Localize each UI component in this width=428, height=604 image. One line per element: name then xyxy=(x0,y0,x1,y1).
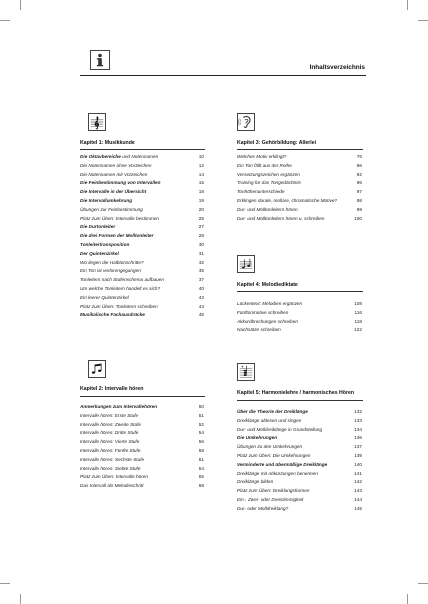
toc-entry-title: Intervalle hören: Siebte Stufe xyxy=(80,465,141,471)
toc-entry-page: 10 xyxy=(198,154,204,159)
toc-entry-page: 142 xyxy=(354,479,362,485)
toc-entry-page: 116 xyxy=(354,309,362,315)
toc-entry-page: 132 xyxy=(354,409,362,414)
toc-entry xyxy=(80,206,204,215)
toc-entry-title: Die drei Formen der Molltonleiter xyxy=(80,233,154,239)
toc-entry-page: 137 xyxy=(354,444,362,450)
toc-entry-page: 31 xyxy=(198,250,204,256)
toc-entry xyxy=(80,403,204,412)
toc-entry xyxy=(80,294,204,303)
toc-entry-title: Tonleitertransposition xyxy=(80,241,130,247)
toc-entry-page: 64 xyxy=(198,465,204,471)
toc-entry-title: Um welche Tonleitern handelt es sich? xyxy=(80,285,161,291)
toc-entry-title: Die Notennamen ohne Vorzeichen xyxy=(80,162,152,168)
crop-mark xyxy=(0,20,10,21)
toc-entry-page: 58 xyxy=(198,447,204,453)
toc-entry-page: 144 xyxy=(354,496,362,502)
toc-entry-page: 19 xyxy=(198,197,204,203)
toc-entry-page: 145 xyxy=(354,505,362,511)
toc-entry-page: 98 xyxy=(356,197,362,203)
toc-entry-title: Platz zum Üben: Intervalle hören xyxy=(80,474,149,480)
toc-entry xyxy=(80,276,204,285)
toc-entry-page: 50 xyxy=(198,404,204,409)
toc-entry-page: 18 xyxy=(198,189,204,195)
toc-entry-page: 40 xyxy=(198,285,204,291)
toc-entry-page: 43 xyxy=(198,294,204,300)
toc-entry-title: Fünftonmotive schreiben xyxy=(237,309,289,315)
toc-entry-page: 12 xyxy=(198,162,204,168)
toc-entry xyxy=(237,496,362,505)
toc-entry-page: 100 xyxy=(354,215,362,221)
toc-entry xyxy=(80,250,204,259)
toc-entry-title: Die Umkehrungen xyxy=(237,435,278,441)
toc-entry xyxy=(80,456,204,465)
toc-entry-page: 51 xyxy=(198,412,204,418)
toc-list-kapitel-4 xyxy=(237,300,362,335)
eighth-notes-icon xyxy=(88,360,106,378)
toc-entry-page: 134 xyxy=(354,426,362,432)
crop-mark xyxy=(418,20,428,21)
toc-entry xyxy=(237,153,362,162)
toc-entry xyxy=(237,171,362,180)
toc-entry xyxy=(237,461,362,470)
toc-entry xyxy=(80,447,204,456)
toc-entry xyxy=(237,443,362,452)
crop-mark xyxy=(20,0,21,10)
toc-entry-title: Intervalle hören: Vierte Stufe xyxy=(80,439,140,445)
section-title-kapitel-3: Kapitel 3: Gehörbildung: Allerlei xyxy=(237,140,317,146)
toc-entry-title: Tonleitern nach Stufenschema aufbauen xyxy=(80,277,165,283)
toc-entry-page: 35 xyxy=(198,268,204,274)
toc-entry-title: Intervalle hören: Dritte Stufe xyxy=(80,430,139,436)
toc-entry xyxy=(80,303,204,312)
toc-entry-page: 30 xyxy=(198,241,204,247)
toc-entry xyxy=(80,162,204,171)
toc-entry-title: Dur- oder Molldreiklang? xyxy=(237,505,289,511)
toc-entry-page: 52 xyxy=(198,421,204,427)
toc-list-kapitel-3 xyxy=(237,153,362,223)
toc-entry-title: Erklingen durale, mollare, chromatische Motive? xyxy=(237,197,338,203)
toc-entry-page: 99 xyxy=(356,206,362,212)
toc-entry xyxy=(80,311,204,320)
toc-entry-title: Die Notennamen mit Vorzeichen xyxy=(80,171,148,177)
toc-entry-title: Intervalle hören: Sechste Stufe xyxy=(80,456,145,462)
toc-entry xyxy=(80,473,204,482)
toc-entry xyxy=(237,179,362,188)
toc-entry xyxy=(80,232,204,241)
toc-entry-title: Nachsätze schreiben xyxy=(237,327,281,333)
toc-entry-title: Dreiklänge ablesen und singen xyxy=(237,417,302,423)
toc-entry-title: Dreiklänge mit Abkürzungen benennen xyxy=(237,470,318,476)
toc-entry xyxy=(80,421,204,430)
toc-entry-title: Musikalische Fachausdrücke xyxy=(80,312,145,318)
toc-entry-title: Übungen zu den Umkehrungen xyxy=(237,444,303,450)
toc-entry xyxy=(237,487,362,496)
toc-entry-page: 32 xyxy=(198,259,204,265)
toc-entry-title: Training für das Tongedächtnis xyxy=(237,180,301,186)
toc-entry-title: Über die Theorie der Dreiklänge xyxy=(237,409,308,414)
toc-entry-page: 136 xyxy=(354,435,362,441)
toc-entry xyxy=(80,153,204,162)
toc-entry-page: 139 xyxy=(354,452,362,458)
toc-entry xyxy=(237,452,362,461)
toc-entry-title: Dur- und Molltonleitern hören xyxy=(237,206,298,212)
toc-list-kapitel-2 xyxy=(80,403,204,491)
toc-entry xyxy=(237,434,362,443)
section-title-kapitel-2: Kapitel 2: Intervalle hören xyxy=(80,386,144,392)
toc-entry-title: Ein Ton ist verlorengegangen xyxy=(80,268,141,274)
toc-entry xyxy=(237,162,362,171)
toc-entry-title: Die Intervallumkehrung xyxy=(80,197,133,203)
toc-entry xyxy=(80,241,204,250)
toc-entry-page: 65 xyxy=(198,474,204,480)
toc-entry-title: Platz zum Üben: Tonleitern schreiben xyxy=(80,303,158,309)
toc-entry-page: 14 xyxy=(198,171,204,177)
toc-entry-title: Platz zum Üben: Dreiklangsformen xyxy=(237,488,310,494)
ear-icon xyxy=(237,113,255,131)
toc-entry xyxy=(237,300,362,309)
toc-entry-page: 96 xyxy=(356,180,362,186)
toc-entry-page: 15 xyxy=(198,180,204,186)
toc-entry xyxy=(237,206,362,215)
toc-entry xyxy=(237,326,362,335)
header-divider xyxy=(80,75,366,76)
toc-entry-page: 56 xyxy=(198,439,204,445)
toc-entry-page: 76 xyxy=(356,154,362,159)
toc-entry xyxy=(237,188,362,197)
toc-entry-title: Dur- und Molltonleitern hören u. schreiben xyxy=(237,215,325,221)
toc-entry xyxy=(80,197,204,206)
toc-entry-page: 86 xyxy=(356,162,362,168)
toc-entry-title: Verminderte und übermäßige Dreiklänge xyxy=(237,461,328,467)
toc-entry-title: Akkordbrechungen schreiben xyxy=(237,318,298,324)
toc-entry xyxy=(80,215,204,224)
section-divider xyxy=(80,149,205,150)
toc-entry xyxy=(237,215,362,224)
toc-entry-title: Wo liegen die Halbtonschritte? xyxy=(80,259,144,265)
crop-mark xyxy=(407,0,408,10)
toc-entry-page: 61 xyxy=(198,456,204,462)
toc-entry-title: Die Intervalle in der Übersicht xyxy=(80,189,147,195)
toc-entry-title: Anmerkungen zum Intervallehören xyxy=(80,404,158,409)
toc-entry-title: Die Feinbestimmung von Intervallen xyxy=(80,180,161,186)
toc-entry xyxy=(237,197,362,206)
toc-entry-title: Intervalle hören: Erste Stufe xyxy=(80,412,139,418)
toc-entry-page: 68 xyxy=(198,483,204,489)
toc-entry-title: Der Quintenzirkel xyxy=(80,250,119,256)
toc-entry-page: 118 xyxy=(354,318,362,324)
toc-entry-title: Versetzungszeichen ergänzen xyxy=(237,171,300,177)
toc-entry-title: Intervalle hören: Zweite Stufe xyxy=(80,421,141,427)
toc-entry-page: 92 xyxy=(356,171,362,177)
toc-entry-page: 141 xyxy=(354,470,362,476)
toc-entry xyxy=(80,285,204,294)
toc-entry xyxy=(80,438,204,447)
toc-entry-title: Dreiklänge bilden xyxy=(237,479,274,485)
toc-entry-page: 28 xyxy=(198,233,204,239)
toc-entry-title: Übungen zur Feinbestimmung xyxy=(80,206,143,212)
toc-entry-title: Welches Motiv erklingt? xyxy=(237,154,287,159)
staff-notes-icon xyxy=(237,255,255,273)
section-title-kapitel-5: Kapitel 5: Harmonielehre / harmonisches Hören xyxy=(237,390,355,396)
toc-entry xyxy=(237,417,362,426)
toc-entry-title: Platz zum Üben: Intervalle bestimmen xyxy=(80,215,159,221)
toc-entry-title: Die Durtonleiter xyxy=(80,224,116,230)
toc-entry xyxy=(237,309,362,318)
toc-entry xyxy=(80,267,204,276)
toc-entry xyxy=(80,171,204,180)
toc-entry-page: 44 xyxy=(198,303,204,309)
toc-entry-title: Ein leerer Quintenzirkel xyxy=(80,294,129,300)
toc-entry-title: Die Oktavbereiche und Notennamen xyxy=(80,154,159,159)
toc-entry-page: 54 xyxy=(198,430,204,436)
info-icon xyxy=(90,50,110,70)
toc-entry-page: 133 xyxy=(354,417,362,423)
section-divider xyxy=(237,149,363,150)
toc-entry-title: Dur- und Molldreiklänge in Grundstellung xyxy=(237,426,323,432)
toc-entry xyxy=(237,408,362,417)
toc-entry xyxy=(237,470,362,479)
toc-list-kapitel-1 xyxy=(80,153,204,320)
toc-entry xyxy=(80,482,204,491)
toc-entry-title: Platz zum Üben: Die Umkehrungen xyxy=(237,452,311,458)
toc-entry-title: Das Intervall als Melodieschritt xyxy=(80,483,144,489)
crop-mark xyxy=(418,583,428,584)
toc-entry-title: Lückentext: Melodien ergänzen xyxy=(237,301,303,306)
toc-entry-page: 108 xyxy=(354,301,362,306)
toc-entry-page: 25 xyxy=(198,215,204,221)
toc-entry xyxy=(237,478,362,487)
section-divider xyxy=(237,400,363,401)
chord-notes-icon xyxy=(237,363,255,381)
toc-entry-page: 143 xyxy=(354,488,362,494)
toc-entry xyxy=(80,259,204,268)
toc-entry xyxy=(80,465,204,474)
toc-entry xyxy=(80,179,204,188)
toc-entry-page: 140 xyxy=(354,461,362,467)
section-title-kapitel-4: Kapitel 4: Melodiediktate xyxy=(237,282,298,288)
toc-entry-page: 20 xyxy=(198,206,204,212)
toc-entry xyxy=(80,188,204,197)
toc-entry xyxy=(80,412,204,421)
toc-entry-title: Ein-, Zwei- oder Dreistimmigkeit xyxy=(237,496,304,502)
crop-mark xyxy=(0,583,10,584)
toc-entry xyxy=(80,223,204,232)
section-title-kapitel-1: Kapitel 1: Musikkunde xyxy=(80,140,135,146)
page-title: Inhaltsverzeichnis xyxy=(309,64,365,71)
toc-entry-title: Tonhöhenunterschiede xyxy=(237,189,285,195)
toc-entry xyxy=(80,429,204,438)
toc-entry-page: 37 xyxy=(198,277,204,283)
toc-entry-title: Intervalle hören: Fünfte Stufe xyxy=(80,447,141,453)
toc-entry xyxy=(237,318,362,327)
section-divider xyxy=(80,396,205,397)
toc-list-kapitel-5 xyxy=(237,408,362,514)
section-divider xyxy=(237,291,363,292)
toc-entry xyxy=(237,426,362,435)
toc-entry-page: 27 xyxy=(198,224,204,230)
toc-entry-page: 97 xyxy=(356,189,362,195)
treble-clef-icon xyxy=(88,113,106,131)
crop-mark xyxy=(20,594,21,604)
toc-entry-page: 122 xyxy=(354,327,362,333)
toc-entry-page: 46 xyxy=(198,312,204,318)
toc-entry-title: Ein Ton fällt aus der Reihe xyxy=(237,162,292,168)
crop-mark xyxy=(407,594,408,604)
toc-entry xyxy=(237,505,362,514)
